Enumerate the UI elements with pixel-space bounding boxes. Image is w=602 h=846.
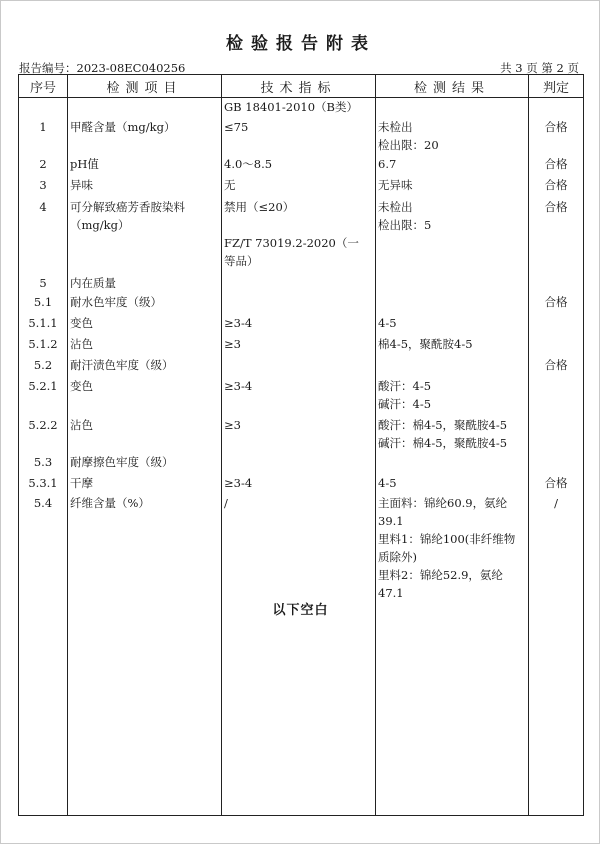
row-5-2-judge: 合格 [544, 358, 568, 372]
row-5-4-result-line1: 主面料：锦纶60.9，氨纶 [378, 496, 508, 510]
row-2-no: 2 [39, 157, 47, 171]
row-5-2-2-spec: ≥3 [224, 418, 241, 432]
row-4-item-unit: （mg/kg） [70, 218, 130, 232]
row-5-2-1-no: 5.2.1 [28, 379, 58, 393]
page-info: 共 3 页 第 2 页 [500, 61, 579, 75]
row-5-item: 内在质量 [70, 276, 116, 290]
row-5-3-1-judge: 合格 [544, 476, 568, 490]
row-5-3-1-item: 干摩 [70, 476, 93, 490]
column-result [376, 98, 529, 816]
report-number: 报告编号：2023-08EC040256 [19, 61, 186, 75]
row-5-2-2-item: 沾色 [70, 418, 93, 432]
row-3-result: 无异味 [378, 178, 413, 192]
standard-fz-line1: FZ/T 73019.2-2020（一 [224, 236, 359, 250]
row-4-spec: 禁用（≤20） [224, 200, 295, 214]
row-1-judge: 合格 [544, 120, 568, 134]
row-4-no: 4 [39, 200, 47, 214]
row-5-2-1-spec: ≥3-4 [224, 379, 253, 393]
report-table [18, 74, 584, 816]
row-5-1-judge: 合格 [544, 295, 568, 309]
row-5-2-item: 耐汗渍色牢度（级） [70, 358, 174, 372]
header-result: 检测结果 [376, 75, 529, 98]
row-5-1-no: 5.1 [33, 295, 53, 309]
row-5-4-result-line6: 47.1 [378, 586, 404, 600]
blank-below-note: 以下空白 [272, 603, 329, 618]
header-no: 序号 [19, 75, 68, 98]
standard-gb: GB 18401-2010（B类） [224, 100, 358, 114]
row-5-1-2-spec: ≥3 [224, 337, 241, 351]
column-judge [529, 98, 584, 816]
row-5-1-2-item: 沾色 [70, 337, 93, 351]
row-5-2-2-no: 5.2.2 [28, 418, 58, 432]
header-item: 检测项目 [68, 75, 222, 98]
row-5-4-item: 纤维含量（%） [70, 496, 150, 510]
row-5-1-2-result: 棉4-5，聚酰胺4-5 [378, 337, 473, 351]
row-5-1-1-result: 4-5 [378, 316, 397, 330]
column-item [68, 98, 222, 816]
row-5-4-result-line3: 里料1：锦纶100(非纤维物 [378, 532, 516, 546]
row-5-3-1-no: 5.3.1 [28, 476, 58, 490]
row-5-no: 5 [39, 276, 47, 290]
row-5-1-1-spec: ≥3-4 [224, 316, 253, 330]
row-2-spec: 4.0～8.5 [224, 157, 273, 171]
column-no [19, 98, 68, 816]
row-5-2-no: 5.2 [33, 358, 53, 372]
page-title: 检验报告附表 [226, 34, 376, 54]
standard-fz-line2: 等品） [224, 254, 259, 268]
row-5-3-1-result: 4-5 [378, 476, 397, 490]
row-4-judge: 合格 [544, 200, 568, 214]
row-5-3-no: 5.3 [33, 455, 53, 469]
row-1-spec: ≤75 [224, 120, 249, 134]
column-spec [222, 98, 376, 816]
row-5-3-item: 耐摩擦色牢度（级） [70, 455, 174, 469]
row-3-no: 3 [39, 178, 47, 192]
row-5-2-1-result-alkali: 碱汗：4-5 [378, 397, 432, 411]
row-5-2-1-item: 变色 [70, 379, 93, 393]
row-5-4-no: 5.4 [33, 496, 53, 510]
row-1-result: 未检出 [378, 120, 413, 134]
row-4-result-limit: 检出限：5 [378, 218, 432, 232]
row-5-4-result-line2: 39.1 [378, 514, 404, 528]
row-2-result: 6.7 [378, 157, 397, 171]
row-5-2-2-result-alkali: 碱汗：棉4-5，聚酰胺4-5 [378, 436, 508, 450]
header-spec: 技术指标 [222, 75, 376, 98]
row-4-result: 未检出 [378, 200, 413, 214]
row-5-3-1-spec: ≥3-4 [224, 476, 253, 490]
row-5-4-spec: / [224, 496, 228, 510]
row-5-2-2-result-acid: 酸汗：棉4-5，聚酰胺4-5 [378, 418, 508, 432]
row-1-item: 甲醛含量（mg/kg） [70, 120, 176, 134]
row-4-item: 可分解致癌芳香胺染料 [70, 200, 185, 214]
row-2-judge: 合格 [544, 157, 568, 171]
row-1-no: 1 [39, 120, 47, 134]
row-5-4-result-line5: 里料2：锦纶52.9，氨纶 [378, 568, 503, 582]
row-5-1-1-item: 变色 [70, 316, 93, 330]
row-5-1-2-no: 5.1.2 [28, 337, 58, 351]
row-5-1-item: 耐水色牢度（级） [70, 295, 162, 309]
row-3-spec: 无 [224, 178, 236, 192]
header-judge: 判定 [529, 75, 584, 98]
row-3-item: 异味 [70, 178, 93, 192]
row-2-item: pH值 [70, 157, 99, 171]
row-5-2-1-result-acid: 酸汗：4-5 [378, 379, 432, 393]
row-1-result-limit: 检出限：20 [378, 138, 439, 152]
row-5-1-1-no: 5.1.1 [28, 316, 58, 330]
row-5-4-result-line4: 质除外) [378, 550, 417, 564]
row-5-4-judge: / [554, 496, 558, 510]
row-3-judge: 合格 [544, 178, 568, 192]
